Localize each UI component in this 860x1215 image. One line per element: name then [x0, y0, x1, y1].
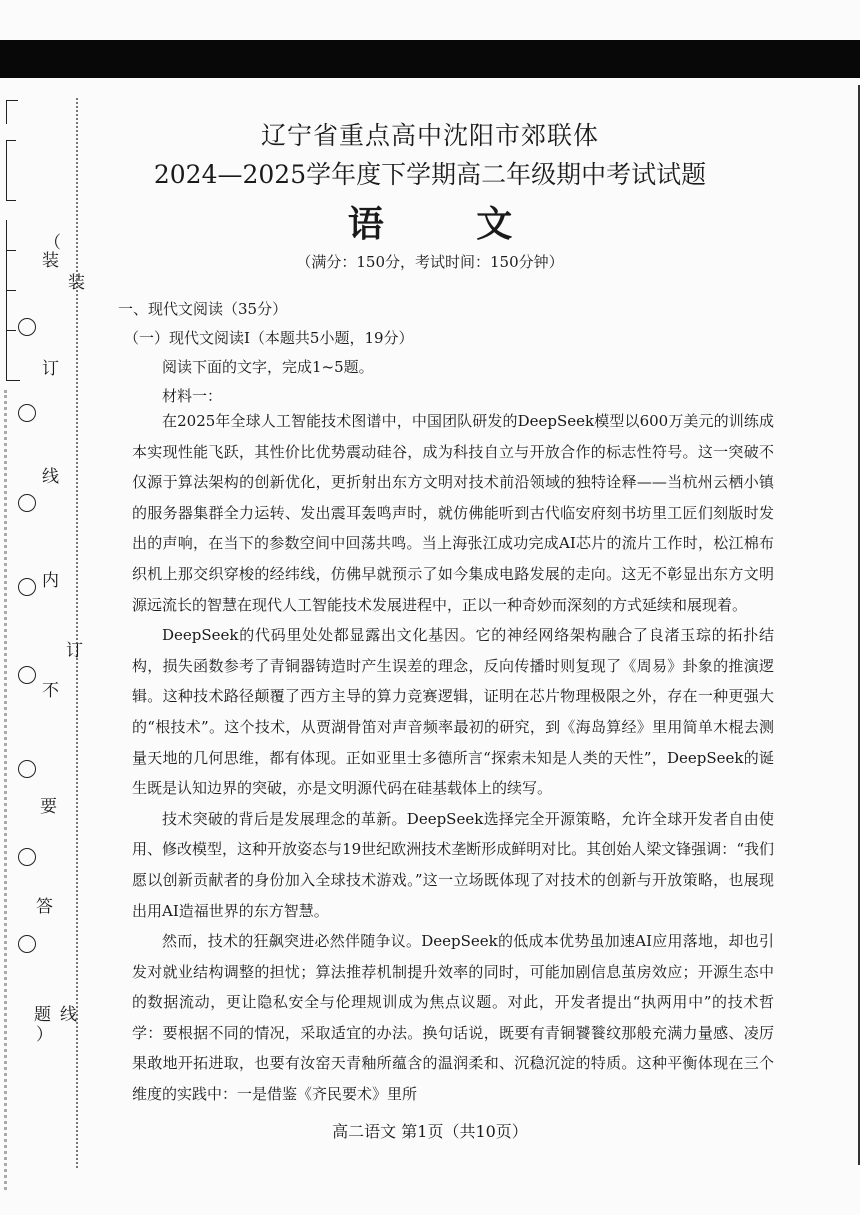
- paragraph: DeepSeek的代码里处处都显露出文化基因。它的神经网络架构融合了良渚玉琮的拓扑结构，损失函数参考了青铜器铸造时产生误差的理念，反向传播时则复现了《周易》卦象的推演逻辑。这种技术路径颠覆了西方主导的算力竞赛逻辑，证明在芯片物理极限之外，存在一种更强大的“根技术”。这个技术，从贾湖骨笛对声音频率最初的研究，到《海岛算经》里用简单木棍去测量天地的几何思维，都有体现。正如亚里士多德所言“探索未知是人类的天性”，DeepSeek的诞生既是认知边界的突破，亦是文明源代码在硅基载体上的续写。: [132, 626, 774, 798]
- binding-hole: [18, 494, 36, 512]
- binding-char: 不: [42, 681, 59, 701]
- binding-hole: [18, 935, 36, 953]
- material-label: 材料一：: [162, 387, 223, 405]
- binding-char: 订: [42, 359, 59, 379]
- passage: [132, 406, 774, 1110]
- binding-char: 要: [40, 797, 57, 817]
- paragraph: 然而，技术的狂飙突进必然伴随争议。DeepSeek的低成本优势虽加速AI应用落地，却也引发对就业结构调整的担忧；算法推荐机制提升效率的同时，可能加剧信息茧房效应；开源生态中的数据流动，更让隐私安全与伦理规训成为焦点议题。对此，开发者提出“执两用中”的技术哲学：要根据不同的情况，采取适宜的办法。换句话说，既要有青铜饕餮纹那般充满力量感、凌厉果敢地开拓进取，也要有汝窑天青釉所蕴含的温润柔和、沉稳沉淀的特质。这种平衡体现在三个维度的实践中：一是借鉴《齐民要术》里所: [132, 932, 774, 1104]
- binding-char: 订: [66, 641, 83, 661]
- exam-meta: （满分：150分，考试时间：150分钟）: [296, 253, 564, 271]
- binding-hole: [18, 666, 36, 684]
- binding-char: 内: [42, 571, 59, 591]
- binding-hole: [18, 578, 36, 596]
- binding-char: 装: [68, 273, 85, 293]
- subsection-heading: （一）现代文阅读Ⅰ（本题共5小题，19分）: [124, 329, 414, 347]
- binding-char: ）: [36, 1025, 53, 1045]
- paragraph: 在2025年全球人工智能技术图谱中，中国团队研发的DeepSeek模型以600万美元的训练成本实现性能飞跃，其性价比优势震动硅谷，成为科技自立与开放合作的标志性符号。这一突破不仅源于算法架构的创新优化，更折射出东方文明对技术前沿领域的独特诠释——当杭州云栖小镇的服务器集群全力运转、发出震耳轰鸣声时，就仿佛能听到古代临安府刻书坊里工匠们刻版时发出的声响，在当下的参数空间中回荡共鸣。当上海张江成功完成AI芯片的流片工作时，松江棉布织机上那交织穿梭的经纬线，仿佛早就预示了如今集成电路发展的走向。这无不彰显出东方文明源远流长的智慧在现代人工智能技术发展进程中，正以一种奇妙而深刻的方式延续和展现着。: [132, 412, 774, 614]
- school-title: 辽宁省重点高中沈阳市郊联体: [260, 121, 599, 150]
- binding-hole: [18, 760, 36, 778]
- instruction: 阅读下面的文字，完成1~5题。: [162, 358, 374, 376]
- binding-hole: [18, 318, 36, 336]
- page-footer: 高二语文 第1页（共10页）: [332, 1122, 528, 1141]
- binding-char: 线: [42, 467, 59, 487]
- top-black-bar: [0, 40, 860, 78]
- binding-texture: [4, 390, 7, 1190]
- binding-char: 线: [60, 1005, 77, 1025]
- binding-char: 题: [34, 1005, 51, 1025]
- binding-char: 答: [36, 897, 53, 917]
- binding-char: 装: [42, 251, 59, 271]
- binding-hole: [18, 404, 36, 422]
- paragraph: 技术突破的背后是发展理念的革新。DeepSeek选择完全开源策略，允许全球开发者自由使用、修改模型，这种开放姿态与19世纪欧洲技术垄断形成鲜明对比。其创始人梁文锋强调：“我们愿以创新贡献者的身份加入全球技术游戏。”这一立场既体现了对技术的创新与开放策略，也展现出用AI造福世界的东方智慧。: [132, 809, 774, 920]
- binding-char: （: [44, 233, 61, 253]
- subject-title: 语 文: [347, 203, 553, 245]
- section-heading: 一、现代文阅读（35分）: [118, 300, 288, 318]
- binding-hole: [18, 848, 36, 866]
- exam-title: 2024—2025学年度下学期高二年级期中考试试题: [153, 160, 707, 189]
